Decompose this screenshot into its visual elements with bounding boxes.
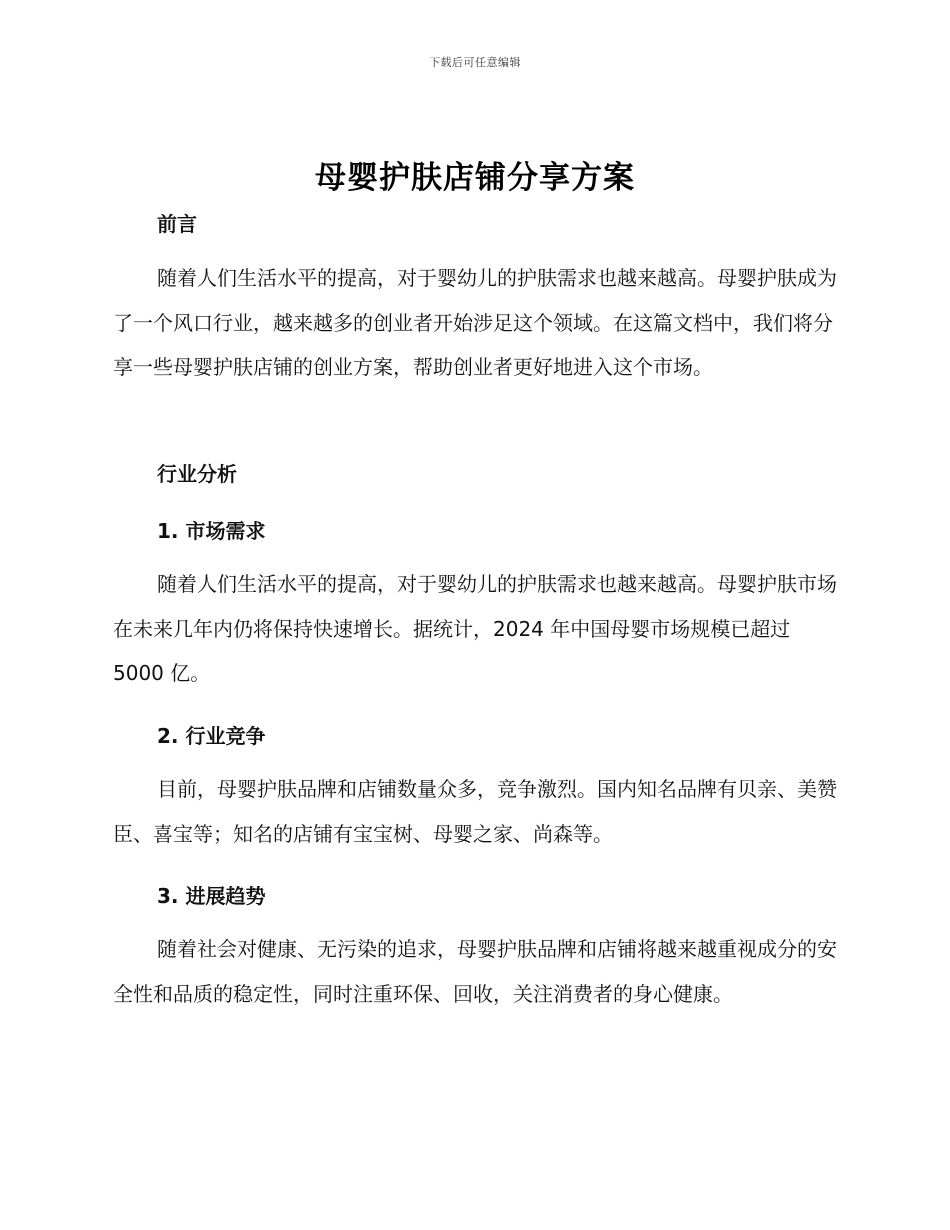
- heading-competition: 2. 行业竞争: [157, 724, 266, 748]
- heading-industry-analysis: 行业分析: [157, 462, 237, 486]
- paragraph-preface: 随着人们生活水平的提高，对于婴幼儿的护肤需求也越来越高。母婴护肤成为了一个风口行业，越来越多的创业者开始涉足这个领域。在这篇文档中，我们将分享一些母婴护肤店铺的创业方案，帮助创业者更好地进入这个市场。: [113, 266, 837, 379]
- header-note: 下载后可任意编辑: [429, 56, 521, 69]
- heading-preface: 前言: [157, 212, 197, 236]
- heading-market-demand: 1. 市场需求: [157, 519, 266, 543]
- paragraph-competition: 目前，母婴护肤品牌和店铺数量众多，竞争激烈。国内知名品牌有贝亲、美赞臣、喜宝等；知名的店铺有宝宝树、母婴之家、尚森等。: [113, 777, 837, 846]
- paragraph-trend: 随着社会对健康、无污染的追求，母婴护肤品牌和店铺将越来越重视成分的安全性和品质的稳定性，同时注重环保、回收，关注消费者的身心健康。: [113, 937, 837, 1006]
- paragraph-market-demand: 随着人们生活水平的提高，对于婴幼儿的护肤需求也越来越高。母婴护肤市场在未来几年内仍将保持快速增长。据统计，2024 年中国母婴市场规模已超过 5000 亿。: [113, 572, 837, 685]
- heading-trend: 3. 进展趋势: [157, 884, 266, 908]
- document-title: 母婴护肤店铺分享方案: [315, 160, 635, 196]
